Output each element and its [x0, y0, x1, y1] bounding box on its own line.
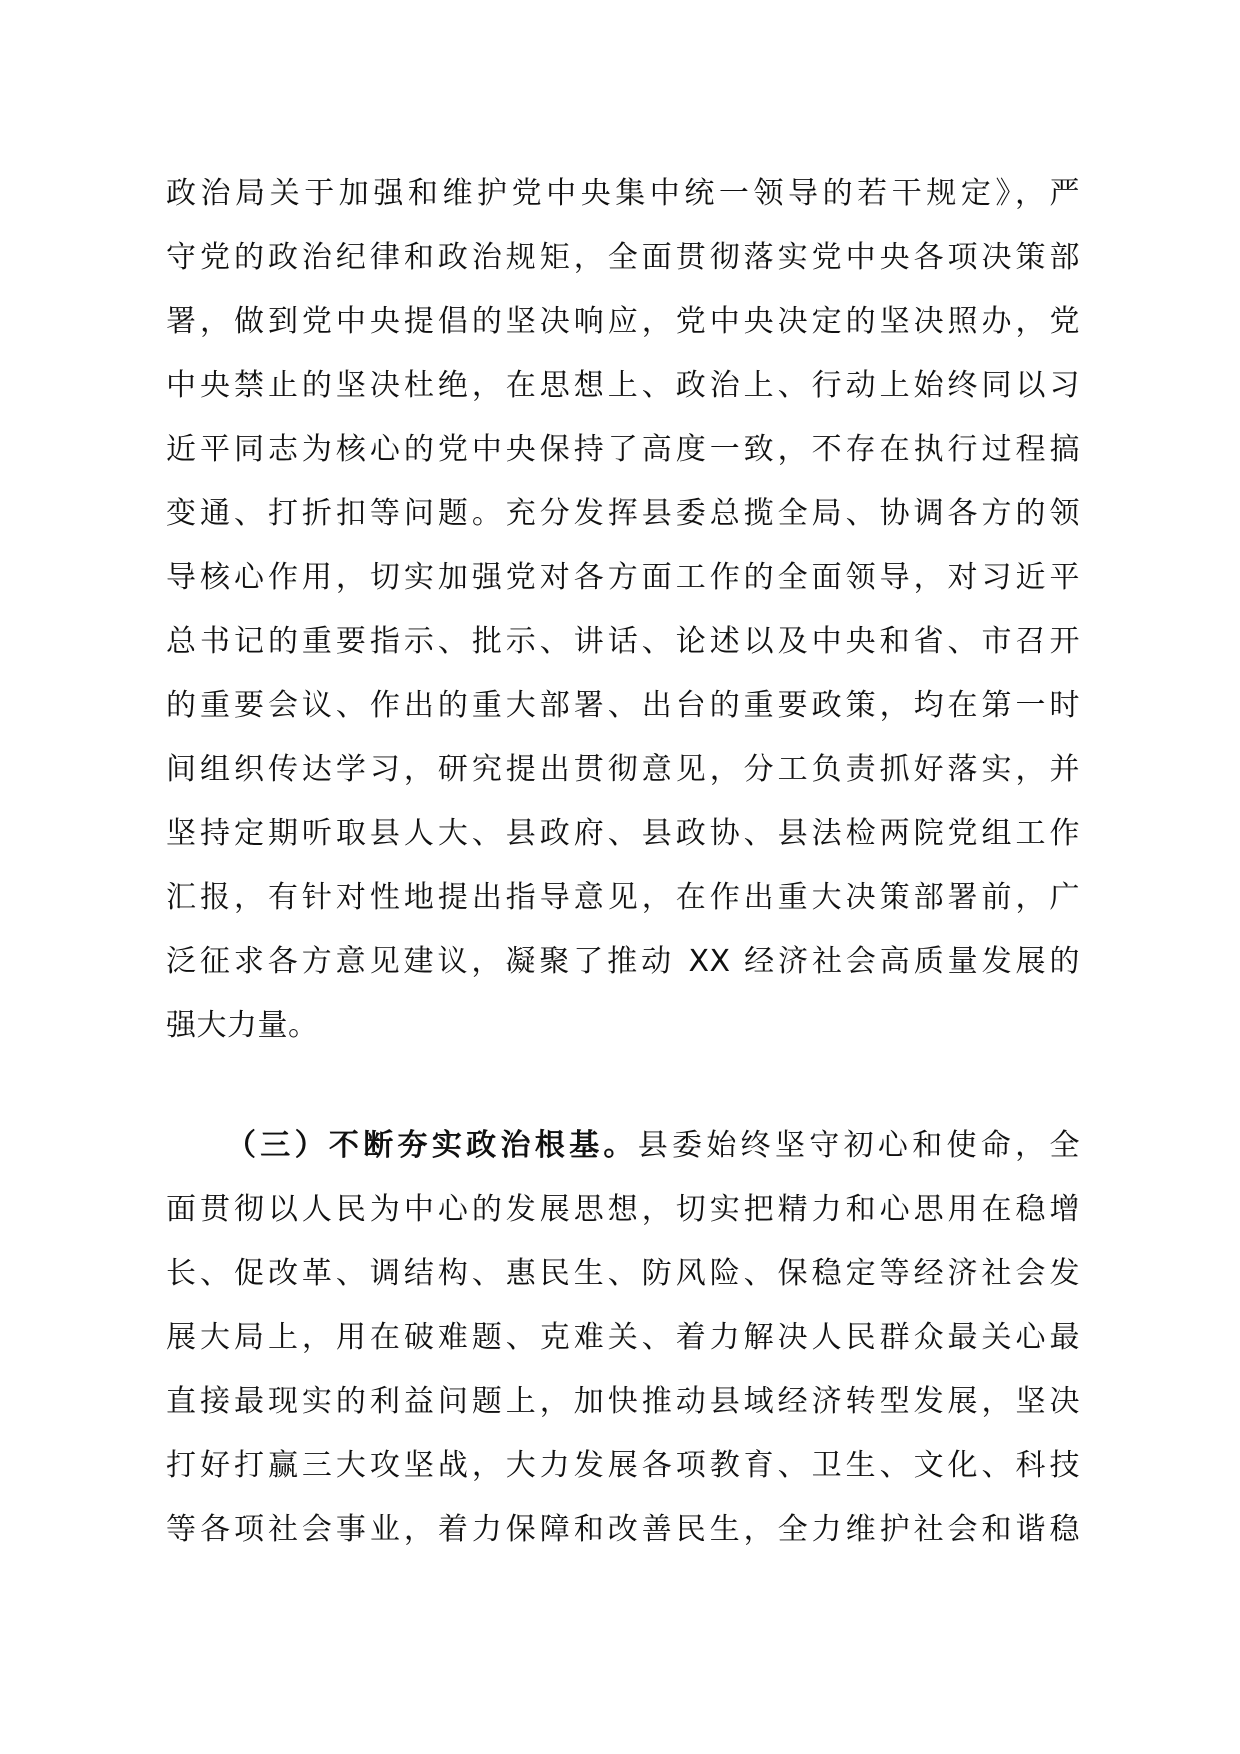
paragraph-line: 导核心作用，切实加强党对各方面工作的全面领导，对习近平	[166, 560, 1080, 595]
paragraph-line: 等各项社会事业，着力保障和改善民生，全力维护社会和谐稳	[166, 1512, 1080, 1547]
paragraph-line: 汇报，有针对性地提出指导意见，在作出重大决策部署前，广	[166, 880, 1080, 915]
paragraph-line: 近平同志为核心的党中央保持了高度一致，不存在执行过程搞	[166, 432, 1080, 467]
paragraph-line: 署，做到党中央提倡的坚决响应，党中央决定的坚决照办，党	[166, 304, 1080, 339]
paragraph-line: 长、促改革、调结构、惠民生、防风险、保稳定等经济社会发	[166, 1256, 1080, 1291]
paragraph-2	[166, 1114, 1080, 1562]
paragraph-line: 坚持定期听取县人大、县政府、县政协、县法检两院党组工作	[166, 816, 1080, 851]
heading-line-rest: 县委始终坚守初心和使命，全	[637, 1128, 1080, 1163]
paragraph-line: 面贯彻以人民为中心的发展思想，切实把精力和心思用在稳增	[166, 1192, 1080, 1227]
paragraph-line: 总书记的重要指示、批示、讲话、论述以及中央和省、市召开	[166, 624, 1080, 659]
paragraph-line: 强大力量。	[166, 1008, 319, 1043]
paragraph-line: 泛征求各方意见建议，凝聚了推动 XX 经济社会高质量发展的	[166, 944, 1080, 979]
paragraph-line: 展大局上，用在破难题、克难关、着力解决人民群众最关心最	[166, 1320, 1080, 1355]
paragraph-line: 打好打赢三大攻坚战，大力发展各项教育、卫生、文化、科技	[166, 1448, 1080, 1483]
paragraph-line: 间组织传达学习，研究提出贯彻意见，分工负责抓好落实，并	[166, 752, 1080, 787]
paragraph-first-line	[166, 1114, 1080, 1178]
paragraph-line: 守党的政治纪律和政治规矩，全面贯彻落实党中央各项决策部	[166, 240, 1080, 275]
section-heading: （三）不断夯实政治根基。	[226, 1128, 638, 1163]
paragraph-1	[166, 162, 1080, 1058]
paragraph-line: 变通、打折扣等问题。充分发挥县委总揽全局、协调各方的领	[166, 496, 1080, 531]
paragraph-line: 政治局关于加强和维护党中央集中统一领导的若干规定》，严	[166, 176, 1080, 211]
paragraph-line: 的重要会议、作出的重大部署、出台的重要政策，均在第一时	[166, 688, 1080, 723]
paragraph-line: 中央禁止的坚决杜绝，在思想上、政治上、行动上始终同以习	[166, 368, 1080, 403]
paragraph-line: 直接最现实的利益问题上，加快推动县域经济转型发展，坚决	[166, 1384, 1080, 1419]
